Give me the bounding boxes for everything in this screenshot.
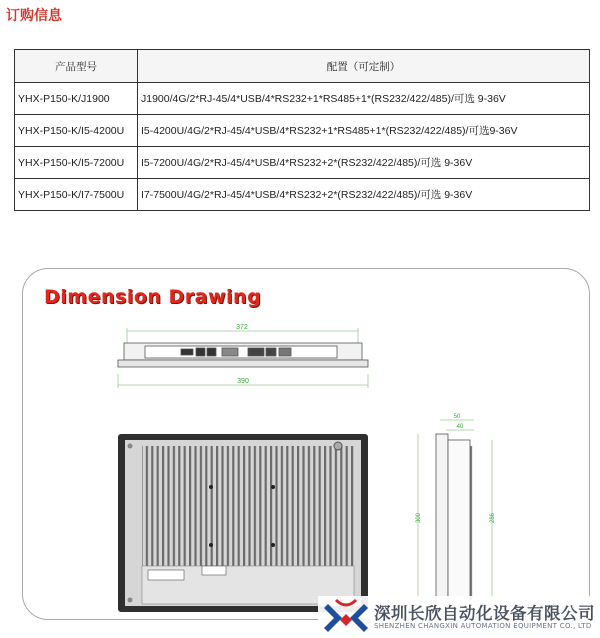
dimension-drawing-title: Dimension Drawing: [44, 286, 262, 308]
dim-outer-width: 390: [237, 378, 249, 385]
dim-inner-width: 372: [236, 324, 248, 331]
cell-config: I7-7500U/4G/2*RJ-45/4*USB/4*RS232+2*(RS232/422/485)/可选 9-36V: [138, 179, 590, 211]
cell-model: YHX-P150-K/I5-4200U: [15, 115, 138, 147]
changxin-logo-icon: [322, 598, 370, 638]
cell-config: J1900/4G/2*RJ-45/4*USB/4*RS232+1*RS485+1*(RS232/422/485)/可选 9-36V: [138, 83, 590, 115]
dim-height-inner: 286: [490, 512, 496, 523]
cell-model: YHX-P150-K/I7-7500U: [15, 179, 138, 211]
rear-view-drawing: [118, 434, 368, 612]
cell-config: I5-4200U/4G/2*RJ-45/4*USB/4*RS232+1*RS485+1*(RS232/422/485)/可选9-36V: [138, 115, 590, 147]
header-model: 产品型号: [15, 50, 138, 83]
dim-depth-total: 50: [453, 414, 461, 420]
header-config: 配置（可定制）: [138, 50, 590, 83]
dim-depth-body: 40: [456, 424, 464, 430]
cell-model: YHX-P150-K/J1900: [15, 83, 138, 115]
side-view-drawing: [418, 420, 492, 612]
cell-config: I5-7200U/4G/2*RJ-45/4*USB/4*RS232+2*(RS232/422/485)/可选 9-36V: [138, 147, 590, 179]
dim-height-outer: 300: [416, 512, 422, 523]
company-name-cn: 深圳长欣自动化设备有限公司: [374, 604, 595, 623]
cell-model: YHX-P150-K/I5-7200U: [15, 147, 138, 179]
ordering-info-heading: 订购信息: [6, 8, 62, 24]
company-name-en: SHENZHEN CHANGXIN AUTOMATION EQUIPMENT CO., LTD: [374, 622, 592, 630]
